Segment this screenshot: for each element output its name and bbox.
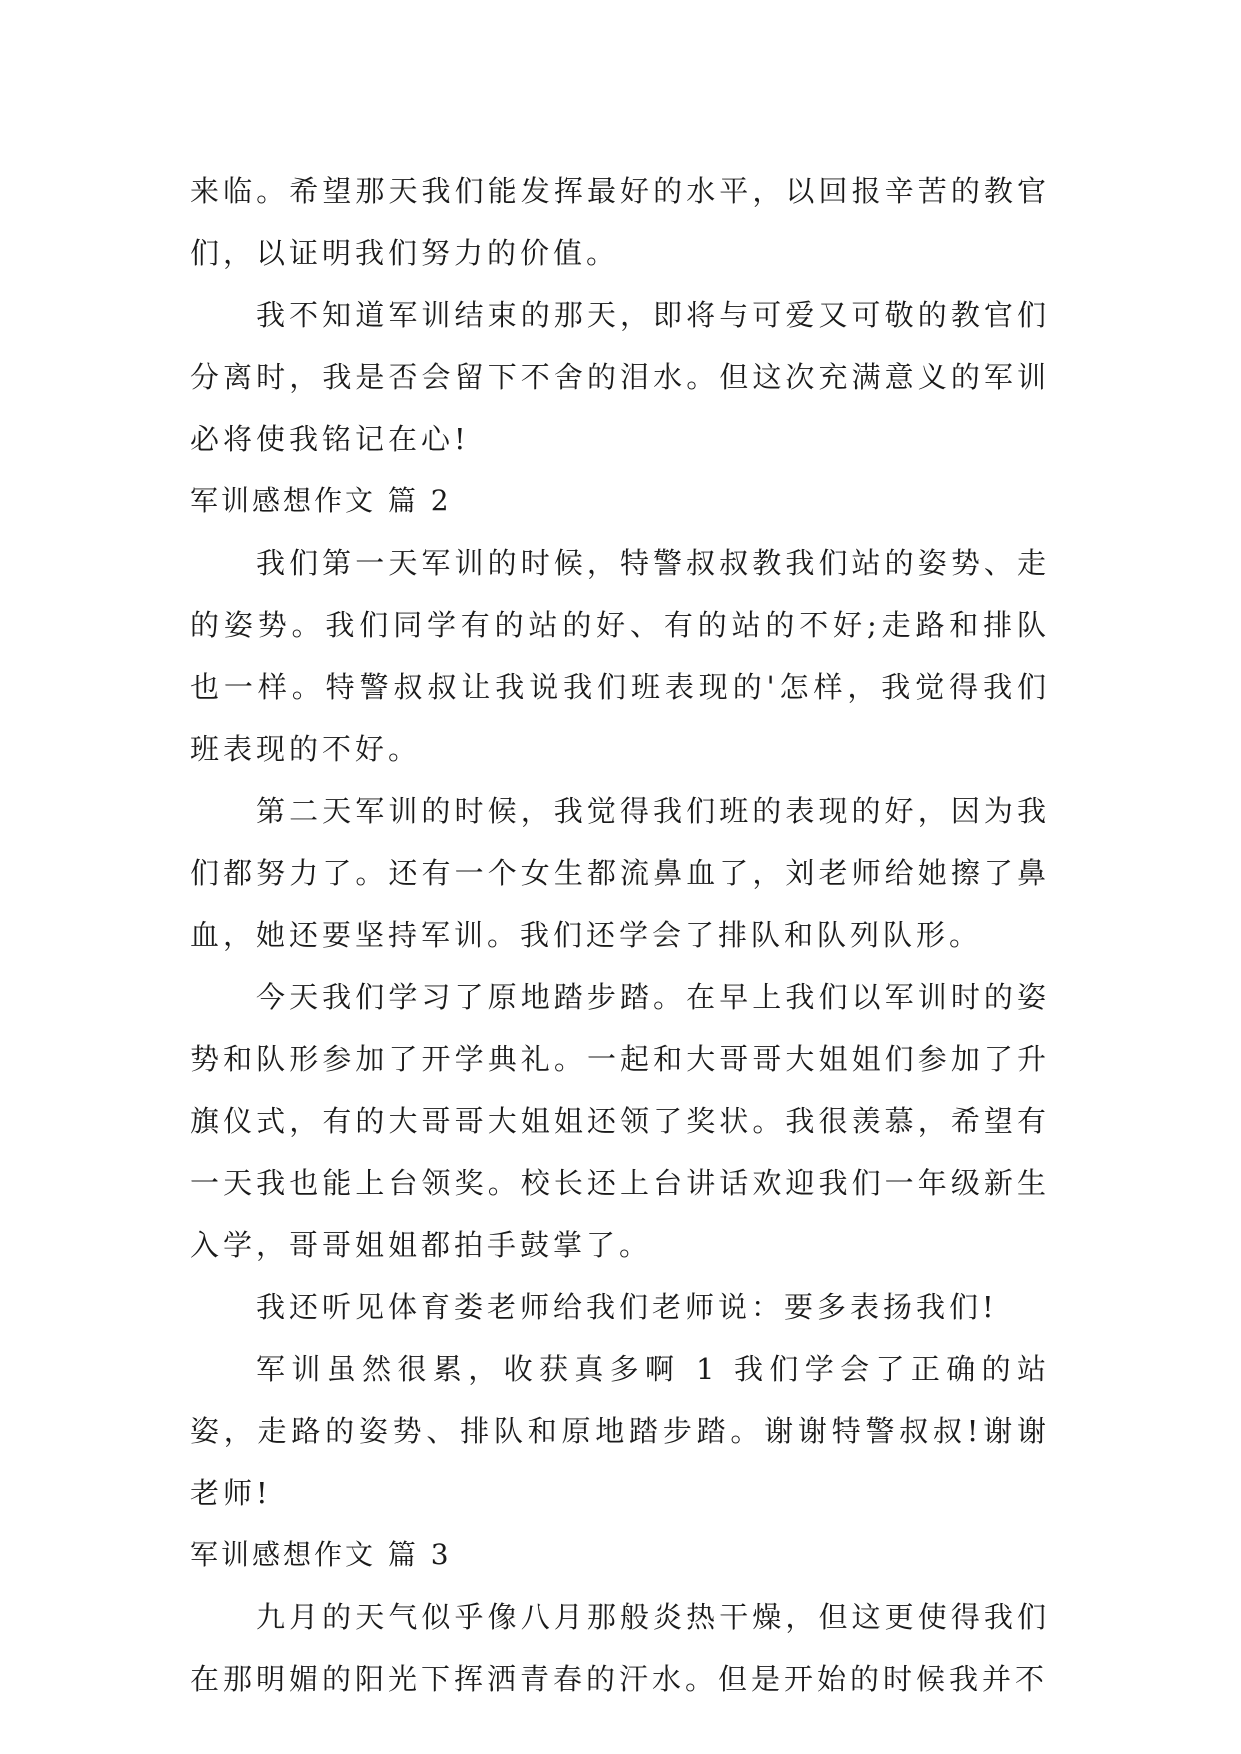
paragraph: 我们第一天军训的时候，特警叔叔教我们站的姿势、走的姿势。我们同学有的站的好、有的站的不好;走路和排队也一样。特警叔叔让我说我们班表现的'怎样，我觉得我们班表现的不好。 [190,546,1050,766]
paragraph: 今天我们学习了原地踏步踏。在早上我们以军训时的姿势和队形参加了开学典礼。一起和大哥哥大姐姐们参加了升旗仪式，有的大哥哥大姐姐还领了奖状。我很羡慕，希望有一天我也能上台领奖。校长还上台讲话欢迎我们一年级新生入学，哥哥姐姐都拍手鼓掌了。 [190,980,1050,1262]
paragraph: 第二天军训的时候，我觉得我们班的表现的好，因为我们都努力了。还有一个女生都流鼻血了，刘老师给她擦了鼻血，她还要坚持军训。我们还学会了排队和队列队形。 [190,794,1050,952]
section-heading-3: 军训感想作文 篇 3 [190,1538,452,1571]
paragraph-continuation: 来临。希望那天我们能发挥最好的水平，以回报辛苦的教官们，以证明我们努力的价值。 [190,174,1050,270]
paragraph: 我还听见体育娄老师给我们老师说：要多表扬我们! [256,1290,998,1324]
paragraph: 九月的天气似乎像八月那般炎热干燥，但这更使得我们在那明媚的阳光下挥洒青春的汗水。但是开始的时候我并不 [190,1600,1050,1696]
paragraph: 我不知道军训结束的那天，即将与可爱又可敬的教官们分离时，我是否会留下不舍的泪水。但这次充满意义的军训必将使我铭记在心! [190,298,1050,456]
paragraph: 军训虽然很累，收获真多啊 1 我们学会了正确的站姿，走路的姿势、排队和原地踏步踏。谢谢特警叔叔!谢谢老师! [190,1352,1050,1510]
section-heading-2: 军训感想作文 篇 2 [190,484,452,517]
document-body [190,160,1050,1710]
